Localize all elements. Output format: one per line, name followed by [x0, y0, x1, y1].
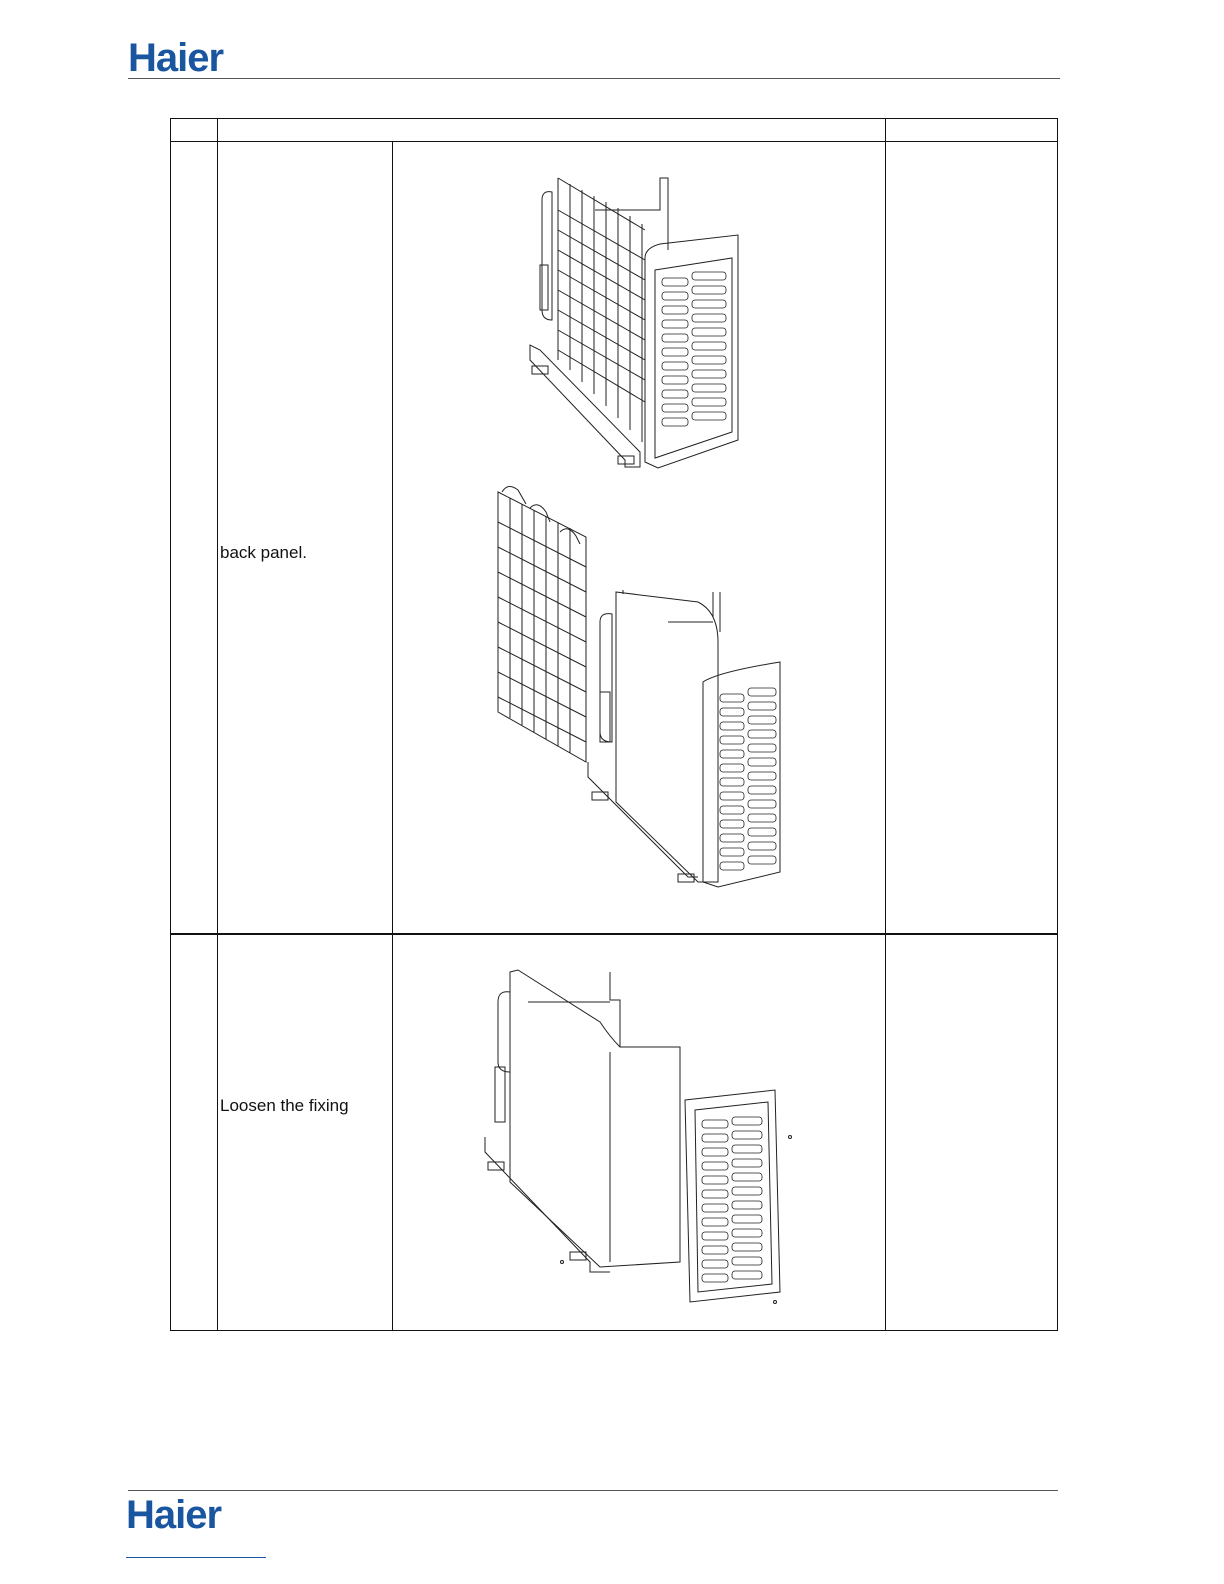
row-2-description: Loosen the fixing [220, 1096, 349, 1115]
outdoor-unit-assembled-illustration [520, 170, 750, 475]
header-rule [128, 78, 1060, 79]
brand-logo-header: Haier [128, 36, 224, 80]
row-1-description: back panel. [220, 543, 307, 562]
footer-link-underline [126, 1557, 266, 1558]
outdoor-unit-grille-removed-illustration [488, 482, 783, 892]
brand-logo-footer: Haier [126, 1493, 222, 1537]
outdoor-unit-side-panel-removed-illustration [470, 962, 800, 1312]
footer-rule [128, 1490, 1058, 1491]
